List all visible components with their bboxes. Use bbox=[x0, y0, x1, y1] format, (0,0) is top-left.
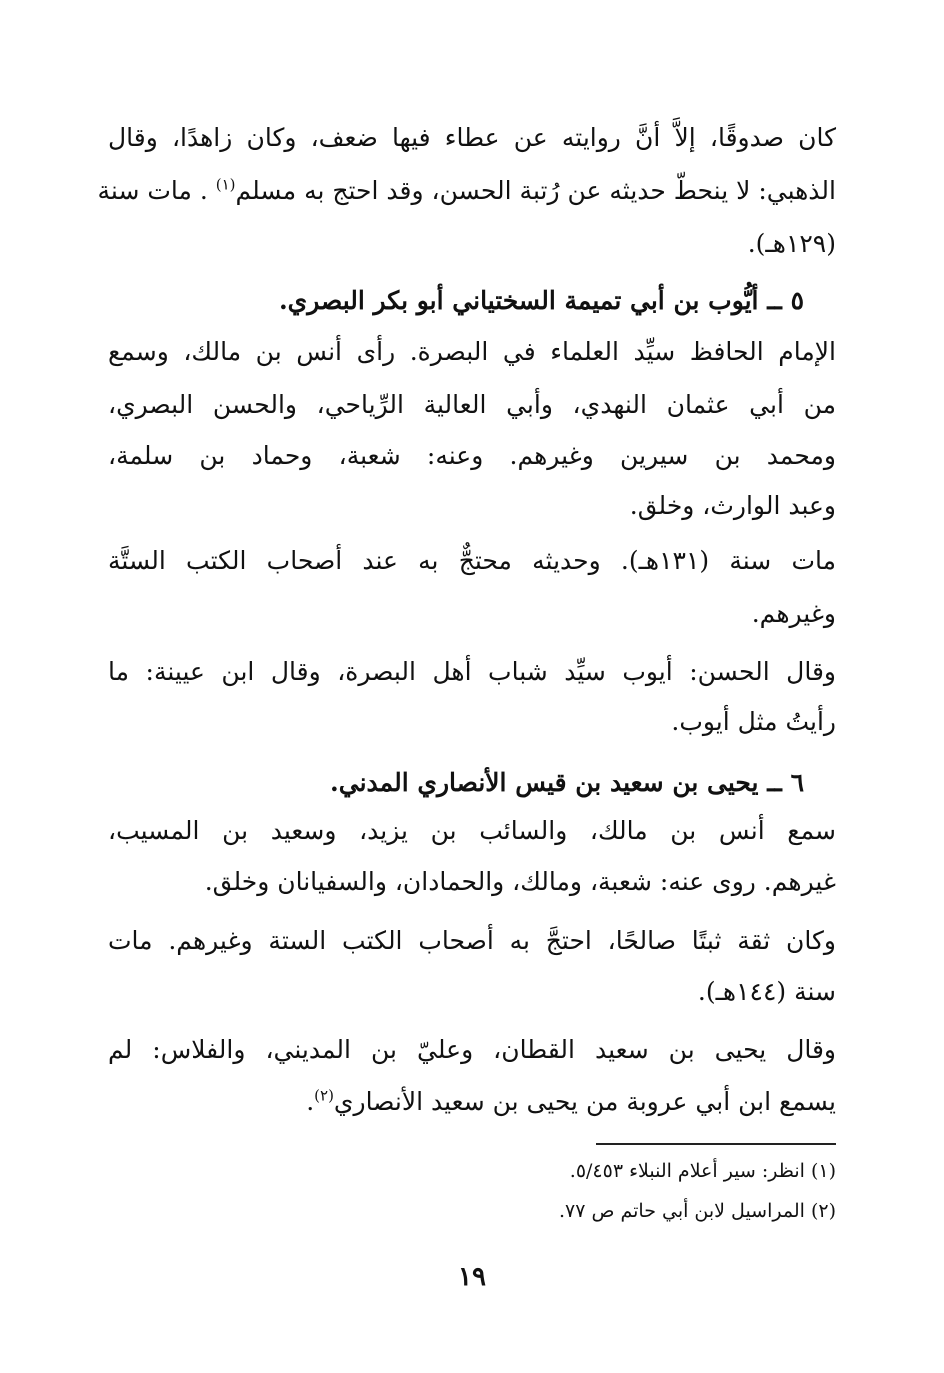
page-number: ١٩ bbox=[458, 1262, 486, 1292]
footnote-divider bbox=[596, 1143, 836, 1145]
text-line: وقال يحيى بن سعيد القطان، وعليّ بن المديني، والفلاس: لم bbox=[108, 1035, 836, 1064]
text-line: من أبي عثمان النهدي، وأبي العالية الرِّياحي، والحسن البصري، bbox=[108, 390, 836, 419]
footnote: (٢) المراسيل لابن أبي حاتم ص ٧٧. bbox=[558, 1200, 836, 1222]
text-line: وعبد الوارث، وخلق. bbox=[629, 491, 836, 520]
footnote-ref-1: (١) bbox=[215, 175, 236, 194]
text-line bbox=[108, 1086, 836, 1118]
text-line: وقال الحسن: أيوب سيِّد شباب أهل البصرة، وقال ابن عيينة: ما bbox=[108, 657, 836, 686]
text-line bbox=[97, 175, 836, 207]
text-line: وغيرهم. bbox=[751, 599, 836, 628]
text-run: . bbox=[306, 1087, 315, 1116]
text-line: ومحمد بن سيرين وغيرهم. وعنه: شعبة، وحماد بن سلمة، bbox=[108, 441, 836, 470]
entry-heading: ٥ ــ أيُّوب بن أبي تميمة السختياني أبو بكر البصري. bbox=[278, 286, 804, 315]
text-line: (١٢٩هـ). bbox=[747, 229, 836, 258]
text-line: كان صدوقًا، إلاَّ أنَّ روايته عن عطاء فيها ضعف، وكان زاهدًا، وقال bbox=[108, 123, 836, 152]
text-line: سنة (١٤٤هـ). bbox=[697, 977, 836, 1006]
text-line: غيرهم. روى عنه: شعبة، ومالك، والحمادان، والسفيانان وخلق. bbox=[204, 867, 836, 896]
text-line: رأيتُ مثل أيوب. bbox=[671, 707, 836, 736]
footnote: (١) انظر: سير أعلام النبلاء ٥/٤٥٣. bbox=[569, 1160, 836, 1182]
text-line: سمع أنس بن مالك، والسائب بن يزيد، وسعيد بن المسيب، bbox=[108, 816, 836, 845]
text-run: . مات سنة bbox=[97, 176, 208, 205]
text-run: الذهبي: لا ينحطّ حديثه عن رُتبة الحسن، وقد احتج به مسلم bbox=[235, 176, 836, 205]
text-line: مات سنة (١٣١هـ). وحديثه محتجٌّ به عند أصحاب الكتب الستَّة bbox=[108, 546, 836, 575]
text-line: وكان ثقة ثبتًا صالحًا، احتجَّ به أصحاب الكتب الستة وغيرهم. مات bbox=[108, 926, 836, 955]
text-line: الإمام الحافظ سيِّد العلماء في البصرة. رأى أنس بن مالك، وسمع bbox=[108, 337, 836, 366]
text-run: يسمع ابن أبي عروبة من يحيى بن سعيد الأنصاري bbox=[333, 1087, 836, 1116]
entry-heading: ٦ ــ يحيى بن سعيد بن قيس الأنصاري المدني. bbox=[330, 768, 804, 797]
footnote-ref-2: (٢) bbox=[314, 1086, 334, 1105]
